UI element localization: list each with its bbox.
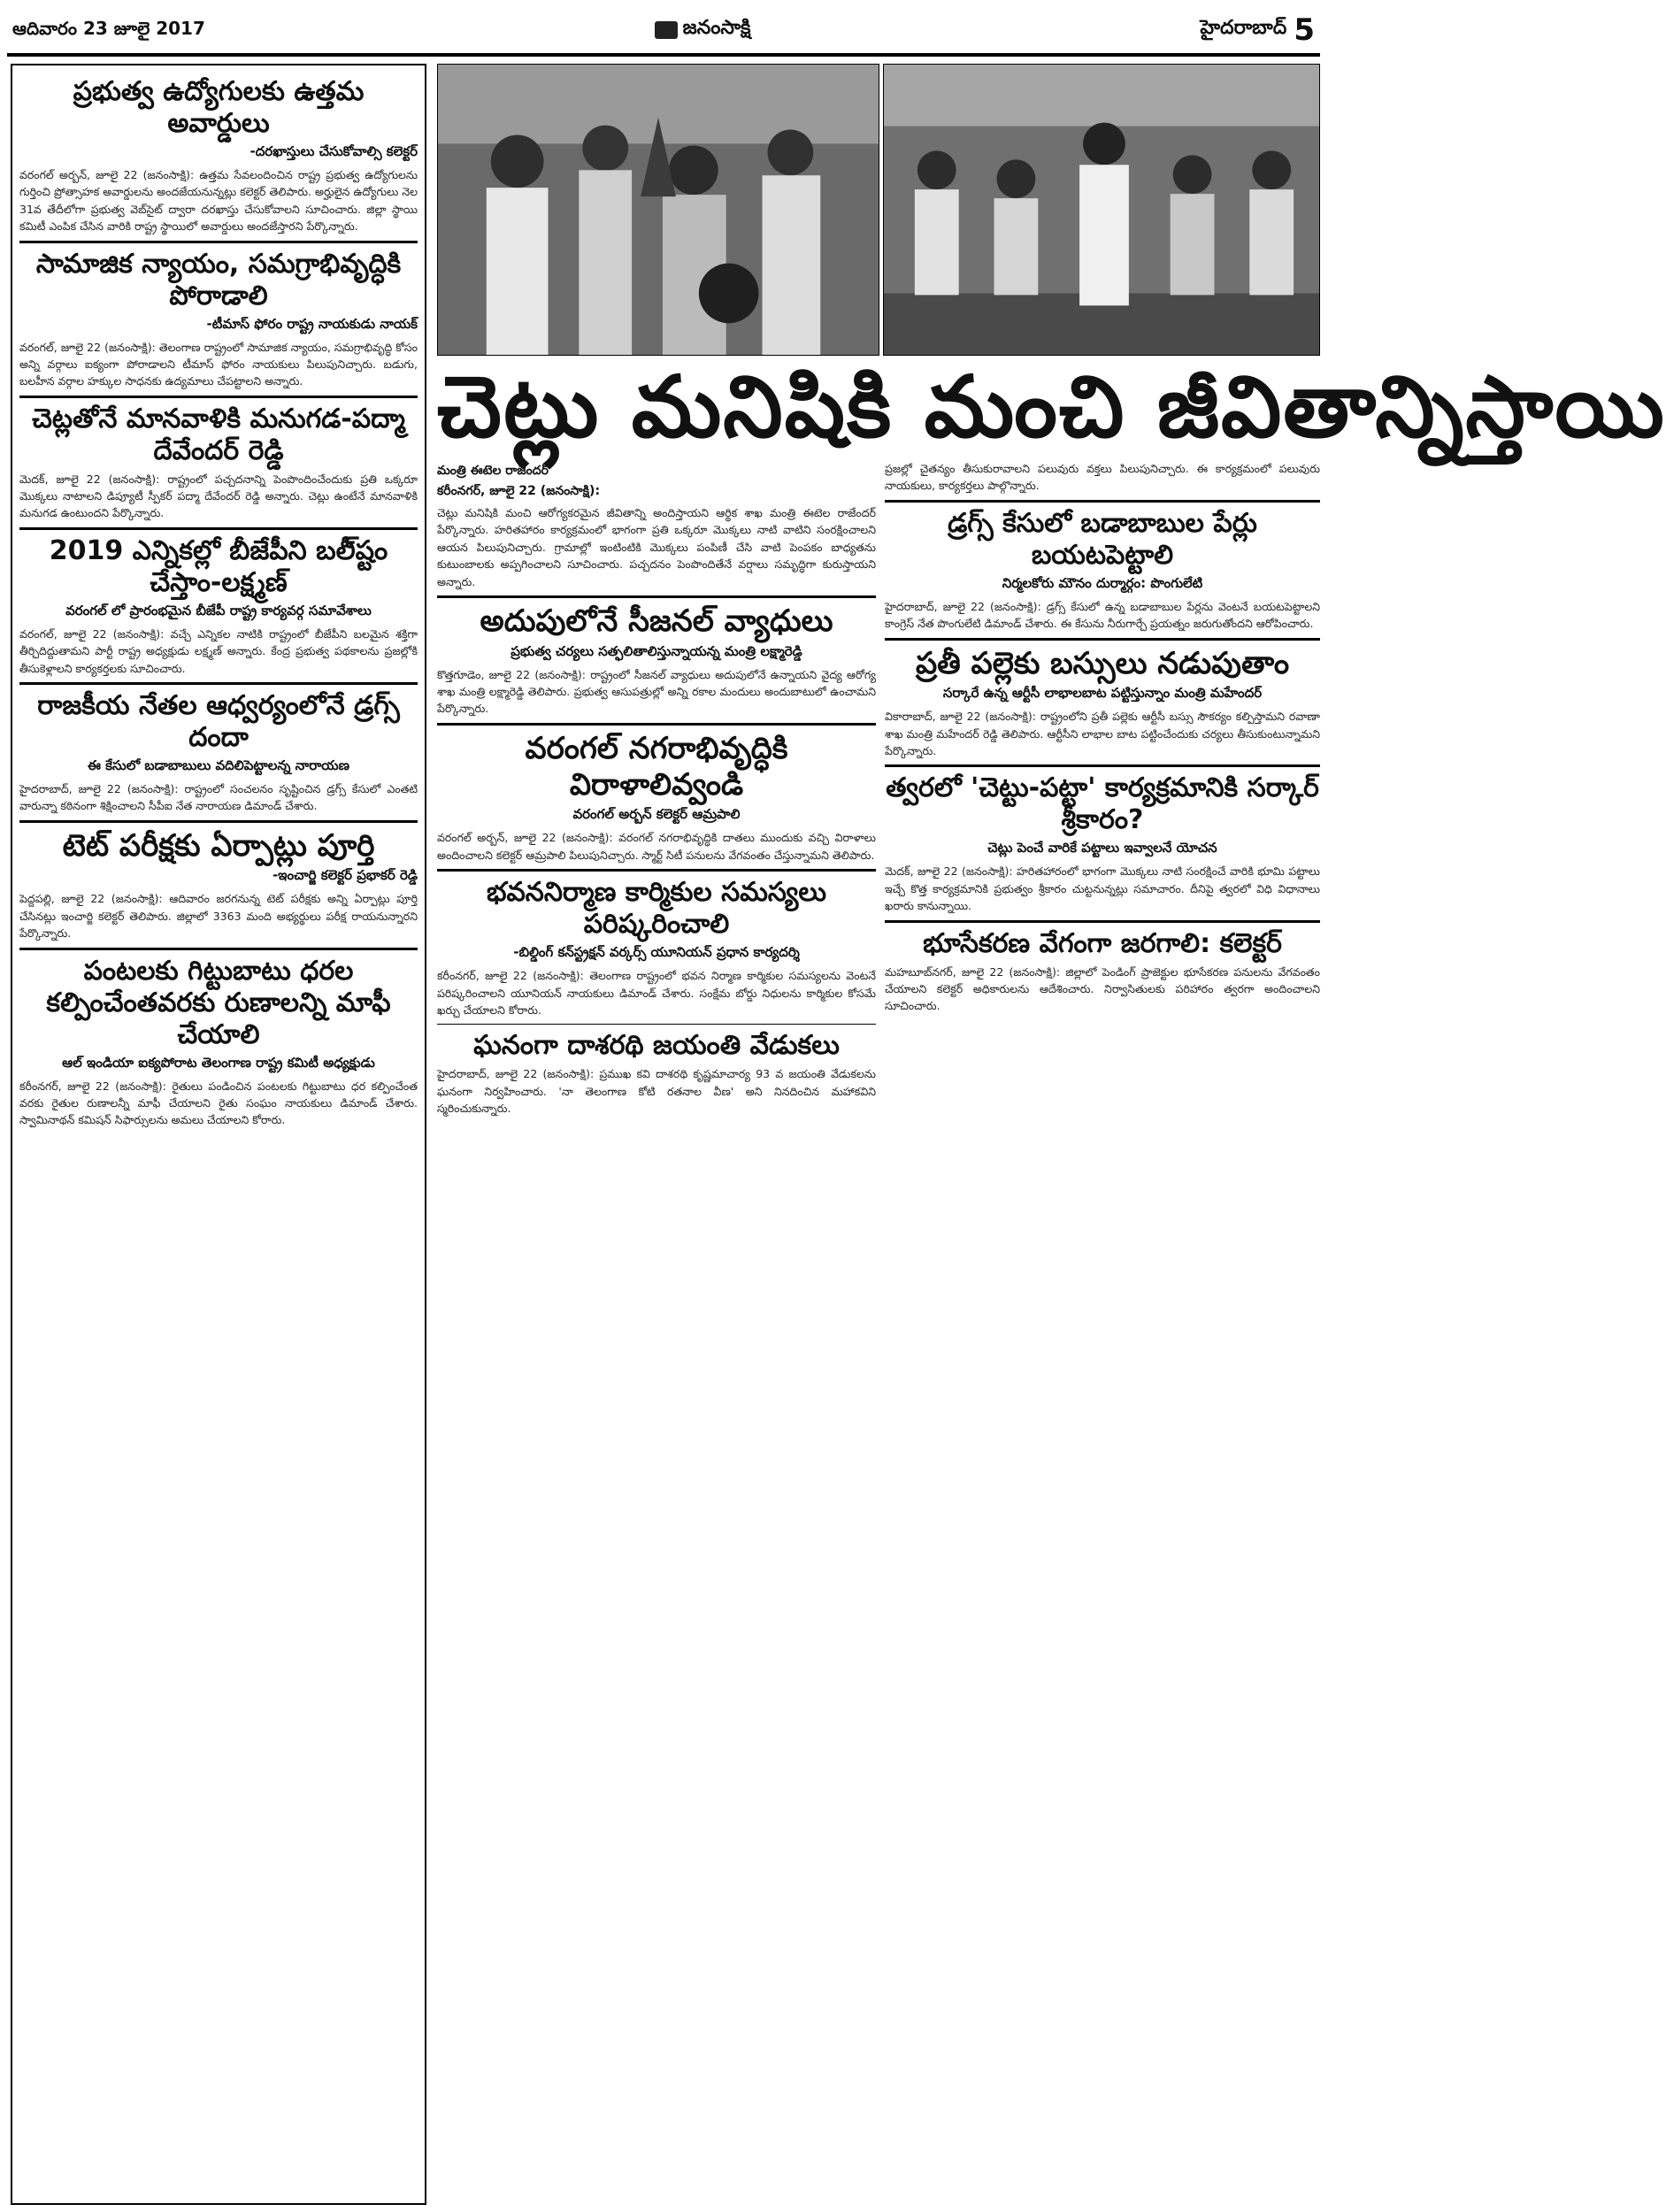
photo-image xyxy=(884,65,1319,355)
article-subhead: ఈ కేసులో బడాబాబులు వదిలిపెట్టాలన్న నారాయణ xyxy=(88,757,349,773)
article-headline: డ్రగ్స్ కేసులో బడాబాబుల పేర్లు బయటపెట్టాలి xyxy=(948,507,1257,571)
article-subhead: ప్రభుత్వ చర్యలు సత్ఫలితాలిస్తున్నాయన్న మంత్రి లక్ష్మారెడ్డి xyxy=(511,642,802,659)
article-body: వరంగల్, జూలై 22 (జనంసాక్షి): తెలంగాణ రాష్ట్రంలో సామాజిక న్యాయం, సమగ్రాభివృద్ధి కోసం అన్ని వర్గాలు ఐక్యంగా పోరాడాలని టీమాస్ ఫోరం నాయకులు పిలుపునిచ్చారు. బడుగు, బలహీన వర్గాల హక్కుల సాధనకు ఉద్యమాలు చేపట్టాలని అన్నారు. xyxy=(19,340,418,388)
article-body: మహబూబ్‌నగర్, జూలై 22 (జనంసాక్షి): జిల్లాలో పెండింగ్ ప్రాజెక్టుల భూసేకరణ పనులను వేగవంతం చేయాలని కలెక్టర్ అధికారులను ఆదేశించారు. నిర్వాసితులకు పరిహారం త్వరగా అందించాలని సూచించారు. xyxy=(885,964,1320,1013)
page-number: 5 xyxy=(1294,12,1315,48)
article-body: వరంగల్ అర్బన్, జూలై 22 (జనంసాక్షి): వరంగల్ నగరాభివృద్ధికి దాతలు ముందుకు వచ్చి విరాళాలు అందించాలని కలెక్టర్ ఆమ్రపాలి పిలుపునిచ్చారు. స్మార్ట్ సిటీ పనులను వేగవంతం చేస్తున్నామని తెలిపారు. xyxy=(437,831,876,862)
lead-photos xyxy=(437,64,1320,356)
divider xyxy=(885,500,1320,503)
masthead xyxy=(7,7,1320,57)
article-headline: టెట్ పరీక్షకు ఏర్పాట్లు పూర్తి xyxy=(62,827,375,864)
article-subhead: -టీమాస్ ఫోరం రాష్ట్ర నాయకుడు నాయక్ xyxy=(206,315,418,332)
article-body: మెదక్, జూలై 22 (జనంసాక్షి): హరితహారంలో భాగంగా మొక్కలు నాటి సంరక్షించే వారికి భూమి పట్టాలు ఇచ్చే కొత్త కార్యక్రమానికి ప్రభుత్వం శ్రీకారం చుట్టనున్నట్లు సమాచారం. దీనిపై త్వరలో విధి విధానాలు ఖరారు కానున్నాయి. xyxy=(885,864,1320,913)
article-headline: అదుపులోనే సీజనల్ వ్యాధులు xyxy=(480,603,833,639)
article-body: ప్రజల్లో చైతన్యం తీసుకురావాలని పలువురు వక్తలు పిలుపునిచ్చారు. ఈ కార్యక్రమంలో పలువురు నాయకులు, కార్యకర్తలు పాల్గొన్నారు. xyxy=(885,462,1320,493)
lead-body: చెట్లు మనిషికి మంచి ఆరోగ్యకరమైన జీవితాన్ని అందిస్తాయని ఆర్థిక శాఖ మంత్రి ఈటెల రాజేందర్ పేర్కొన్నారు. హరితహారం కార్యక్రమంలో భాగంగా ప్రతి ఒక్కరూ మొక్కలు నాటి వాటిని సంరక్షించాలని ఆయన పిలుపునిచ్చారు. గ్రామాల్లో ఇంటింటికి మొక్కలు పంపిణీ చేసి వాటి పెంపకం బాధ్యతను కుటుంబాలకు అప్పగించాలని సూచించారు. పచ్చదనం పెంపొందితేనే వర్షాలు సమృద్ధిగా కురుస్తాయని అన్నారు. xyxy=(437,506,876,588)
article-subhead: నిర్మలకోరు మౌనం దుర్మార్గం: పొంగులేటి xyxy=(1002,574,1203,591)
article-body: మెదక్, జూలై 22 (జనంసాక్షి): రాష్ట్రంలో పచ్చదనాన్ని పెంపొందించేందుకు ప్రతి ఒక్కరూ మొక్కలు నాటాలని డిప్యూటీ స్పీకర్ పద్మా దేవేందర్ రెడ్డి అన్నారు. చెట్లు ఉంటేనే మానవాళికి మనుగడ ఉంటుందని పేర్కొన్నారు. xyxy=(19,472,418,520)
article-headline: ఘనంగా దాశరథి జయంతి వేడుకలు xyxy=(473,1030,840,1062)
divider xyxy=(885,764,1320,767)
lead-headline: చెట్లు మనిషికి మంచి జీవితాన్నిస్తాయి xyxy=(437,357,1666,457)
article-body: వికారాబాద్, జూలై 22 (జనంసాక్షి): రాష్ట్రంలోని ప్రతీ పల్లెకు ఆర్టీసీ బస్సు సౌకర్యం కల్పిస్తామని రవాణా శాఖ మంత్రి మహేందర్ రెడ్డి తెలిపారు. ఆర్టీసీని లాభాల బాట పట్టించేందుకు చర్యలు తీసుకుంటున్నామని పేర్కొన్నారు. xyxy=(885,710,1320,758)
article-headline: వరంగల్ నగరాభివృద్ధికి విరాళాలివ్వండి xyxy=(525,730,788,803)
article-subhead: వరంగల్ లో ప్రారంభమైన బీజేపీ రాష్ట్ర కార్యవర్గ సమావేశాలు xyxy=(65,602,372,618)
article-body: హైదరాబాద్, జూలై 22 (జనంసాక్షి): ప్రముఖ కవి దాశరథి కృష్ణమాచార్య 93 వ జయంతి వేడుకలను ఘనంగా నిర్వహించారు. 'నా తెలంగాణ కోటి రతనాల వీణ' అని నినదించిన మహాకవిని స్మరించుకున్నారు. xyxy=(437,1067,876,1116)
article-headline: చెట్లతోనే మానవాళికి మనుగడ-పద్మా దేవేందర్ రెడ్డి xyxy=(32,403,405,466)
article-subhead: ఆల్ ఇండియా ఐక్యపోరాట తెలంగాణ రాష్ట్ర కమిటీ అధ్యక్షుడు xyxy=(62,1054,375,1071)
article-body: కరీంనగర్, జూలై 22 (జనంసాక్షి): రైతులు పండించిన పంటలకు గిట్టుబాటు ధర కల్పించేంత వరకు రైతుల రుణాలన్నీ మాఫీ చేయాలని రైతు సంఘం నాయకులు డిమాండ్ చేశారు. స్వామినాథన్ కమిషన్ సిఫార్సులను అమలు చేయాలని కోరారు. xyxy=(19,1079,418,1127)
divider xyxy=(885,638,1320,641)
issue-date: ఆదివారం 23 జూలై 2017 xyxy=(12,17,205,39)
article-body: వరంగల్ అర్బన్, జూలై 22 (జనంసాక్షి): ఉత్తమ సేవలందించిన రాష్ట్ర ప్రభుత్వ ఉద్యోగులను గుర్తించి ప్రోత్సాహక అవార్డులను అందజేయనున్నట్లు కలెక్టర్ తెలిపారు. అర్హులైన ఉద్యోగులు నెల 31వ తేదీలోగా ప్రభుత్వ వెబ్‌సైట్ ద్వారా దరఖాస్తు చేసుకోవాలని సూచించారు. జిల్లా స్థాయి కమిటీ ఎంపిక చేసిన వారికి రాష్ట్ర స్థాయిలో అవార్డులు అందజేస్తారని పేర్కొన్నారు. xyxy=(19,168,418,234)
article-headline: పంటలకు గిట్టుబాటు ధరల కల్పించేంతవరకు రుణాలన్ని మాఫీ చేయాలి xyxy=(46,955,391,1050)
divider xyxy=(19,527,418,530)
article-headline: సామాజిక న్యాయం, సమగ్రాభివృద్ధికి పోరాడాలి xyxy=(35,248,402,311)
divider xyxy=(885,920,1320,923)
divider xyxy=(19,682,418,685)
middle-column xyxy=(437,460,876,2203)
divider xyxy=(437,1024,876,1025)
divider xyxy=(437,723,876,726)
photo-meeting xyxy=(883,64,1320,356)
article-body: వరంగల్, జూలై 22 (జనంసాక్షి): వచ్చే ఎన్నికల నాటికి రాష్ట్రంలో బీజేపీని బలమైన శక్తిగా తీర్చిదిద్దుతామని పార్టీ రాష్ట్ర అధ్యక్షుడు లక్ష్మణ్ అన్నారు. కేంద్ర ప్రభుత్వ పథకాలను ప్రజల్లోకి తీసుకెళ్లాలని కార్యకర్తలకు సూచించారు. xyxy=(19,626,418,675)
article-subhead: -బిల్డింగ్ కన్‌స్ట్రక్షన్ వర్కర్స్ యూనియన్ ప్రధాన కార్యదర్శి xyxy=(513,944,800,961)
divider xyxy=(19,948,418,950)
article-headline: భూసేకరణ వేగంగా జరగాలి: కలెక్టర్ xyxy=(923,927,1282,959)
logo-icon xyxy=(655,21,678,39)
left-column xyxy=(11,64,426,2205)
newspaper-logo xyxy=(655,17,751,43)
edition-city: హైదరాబాద్ xyxy=(1200,17,1287,39)
article-body: హైదరాబాద్, జూలై 22 (జనంసాక్షి): రాష్ట్రంలో సంచలనం సృష్టించిన డ్రగ్స్ కేసులో ఎంతటి వారున్నా కఠినంగా శిక్షించాలని సీపీఐ నేత నారాయణ డిమాండ్ చేశారు. xyxy=(19,781,418,813)
photo-plantation xyxy=(437,64,879,356)
edition-info xyxy=(1200,12,1315,48)
article-headline: భవననిర్మాణ కార్మికుల సమస్యలు పరిష్కరించాలి xyxy=(486,877,827,941)
divider xyxy=(19,820,418,823)
lead-dateline: కరీంనగర్, జూలై 22 (జనంసాక్షి): xyxy=(437,484,601,498)
photo-image xyxy=(438,65,879,355)
article-headline: ప్రతీ పల్లెకు బస్సులు నడుపుతాం xyxy=(915,645,1290,681)
divider xyxy=(19,396,418,398)
right-column xyxy=(885,460,1320,2203)
article-body: హైదరాబాద్, జూలై 22 (జనంసాక్షి): డ్రగ్స్ కేసులో ఉన్న బడాబాబుల పేర్లను వెంటనే బయటపెట్టాలని కాంగ్రెస్ నేత పొంగులేటి డిమాండ్ చేశారు. ఈ కేసును నీరుగార్చే ప్రయత్నం జరుగుతోందని ఆరోపించారు. xyxy=(885,599,1320,631)
article-body: కొత్తగూడెం, జూలై 22 (జనంసాక్షి): రాష్ట్రంలో సీజనల్ వ్యాధులు అదుపులోనే ఉన్నాయని వైద్య ఆరోగ్య శాఖ మంత్రి లక్ష్మారెడ్డి తెలిపారు. ప్రభుత్వ ఆసుపత్రుల్లో అన్ని రకాల మందులు అందుబాటులో ఉంచామని పేర్కొన్నారు. xyxy=(437,667,876,716)
article-headline: ప్రభుత్వ ఉద్యోగులకు ఉత్తమ అవార్డులు xyxy=(73,76,365,139)
article-subhead: చెట్లు పెంచే వారికే పట్టాలు ఇవ్వాలనే యోచన xyxy=(987,840,1217,856)
lead-byline: మంత్రి ఈటెల రాజేందర్ xyxy=(437,464,549,478)
article-headline: త్వరలో 'చెట్టు-పట్టా' కార్యక్రమానికి సర్కార్ శ్రీకారం? xyxy=(886,772,1319,836)
article-subhead: సర్కారే ఉన్న ఆర్టీసీ లాభాలబాట పట్టిస్తున్నాం మంత్రి మహేందర్ xyxy=(942,685,1263,702)
divider xyxy=(437,595,876,598)
article-subhead: -ఇంచార్జి కలెక్టర్ ప్రభాకర్ రెడ్డి xyxy=(272,867,418,884)
article-headline: రాజకీయ నేతల ఆధ్వర్యంలోనే డ్రగ్స్ దందా xyxy=(37,689,400,753)
article-subhead: -దరఖాస్తులు చేసుకోవాల్సి కలెక్టర్ xyxy=(250,143,418,159)
article-body: పెద్దపల్లి, జూలై 22 (జనంసాక్షి): ఆదివారం జరగనున్న టెట్ పరీక్షకు అన్ని ఏర్పాట్లు పూర్తి చేసినట్లు ఇంచార్జి కలెక్టర్ తెలిపారు. జిల్లాలో 3363 మంది అభ్యర్థులు పరీక్ష రాయనున్నారని పేర్కొన్నారు. xyxy=(19,892,418,941)
article-headline: 2019 ఎన్నికల్లో బీజేపీని బలీ్ష్టం చేస్తాం-లక్ష్మణ్ xyxy=(49,534,388,598)
article-subhead: వరంగల్ అర్బన్ కలెక్టర్ ఆమ్రపాలి xyxy=(572,806,741,823)
divider xyxy=(437,869,876,872)
article-body: కరీంనగర్, జూలై 22 (జనంసాక్షి): తెలంగాణ రాష్ట్రంలో భవన నిర్మాణ కార్మికుల సమస్యలను వెంటనే పరిష్కరించాలని యూనియన్ నాయకులు డిమాండ్ చేశారు. సంక్షేమ బోర్డు నిధులను కార్మికుల కోసమే ఖర్చు చేయాలని కోరారు. xyxy=(437,969,876,1017)
newspaper-name: జనంసాక్షి xyxy=(682,17,751,39)
divider xyxy=(19,241,418,243)
